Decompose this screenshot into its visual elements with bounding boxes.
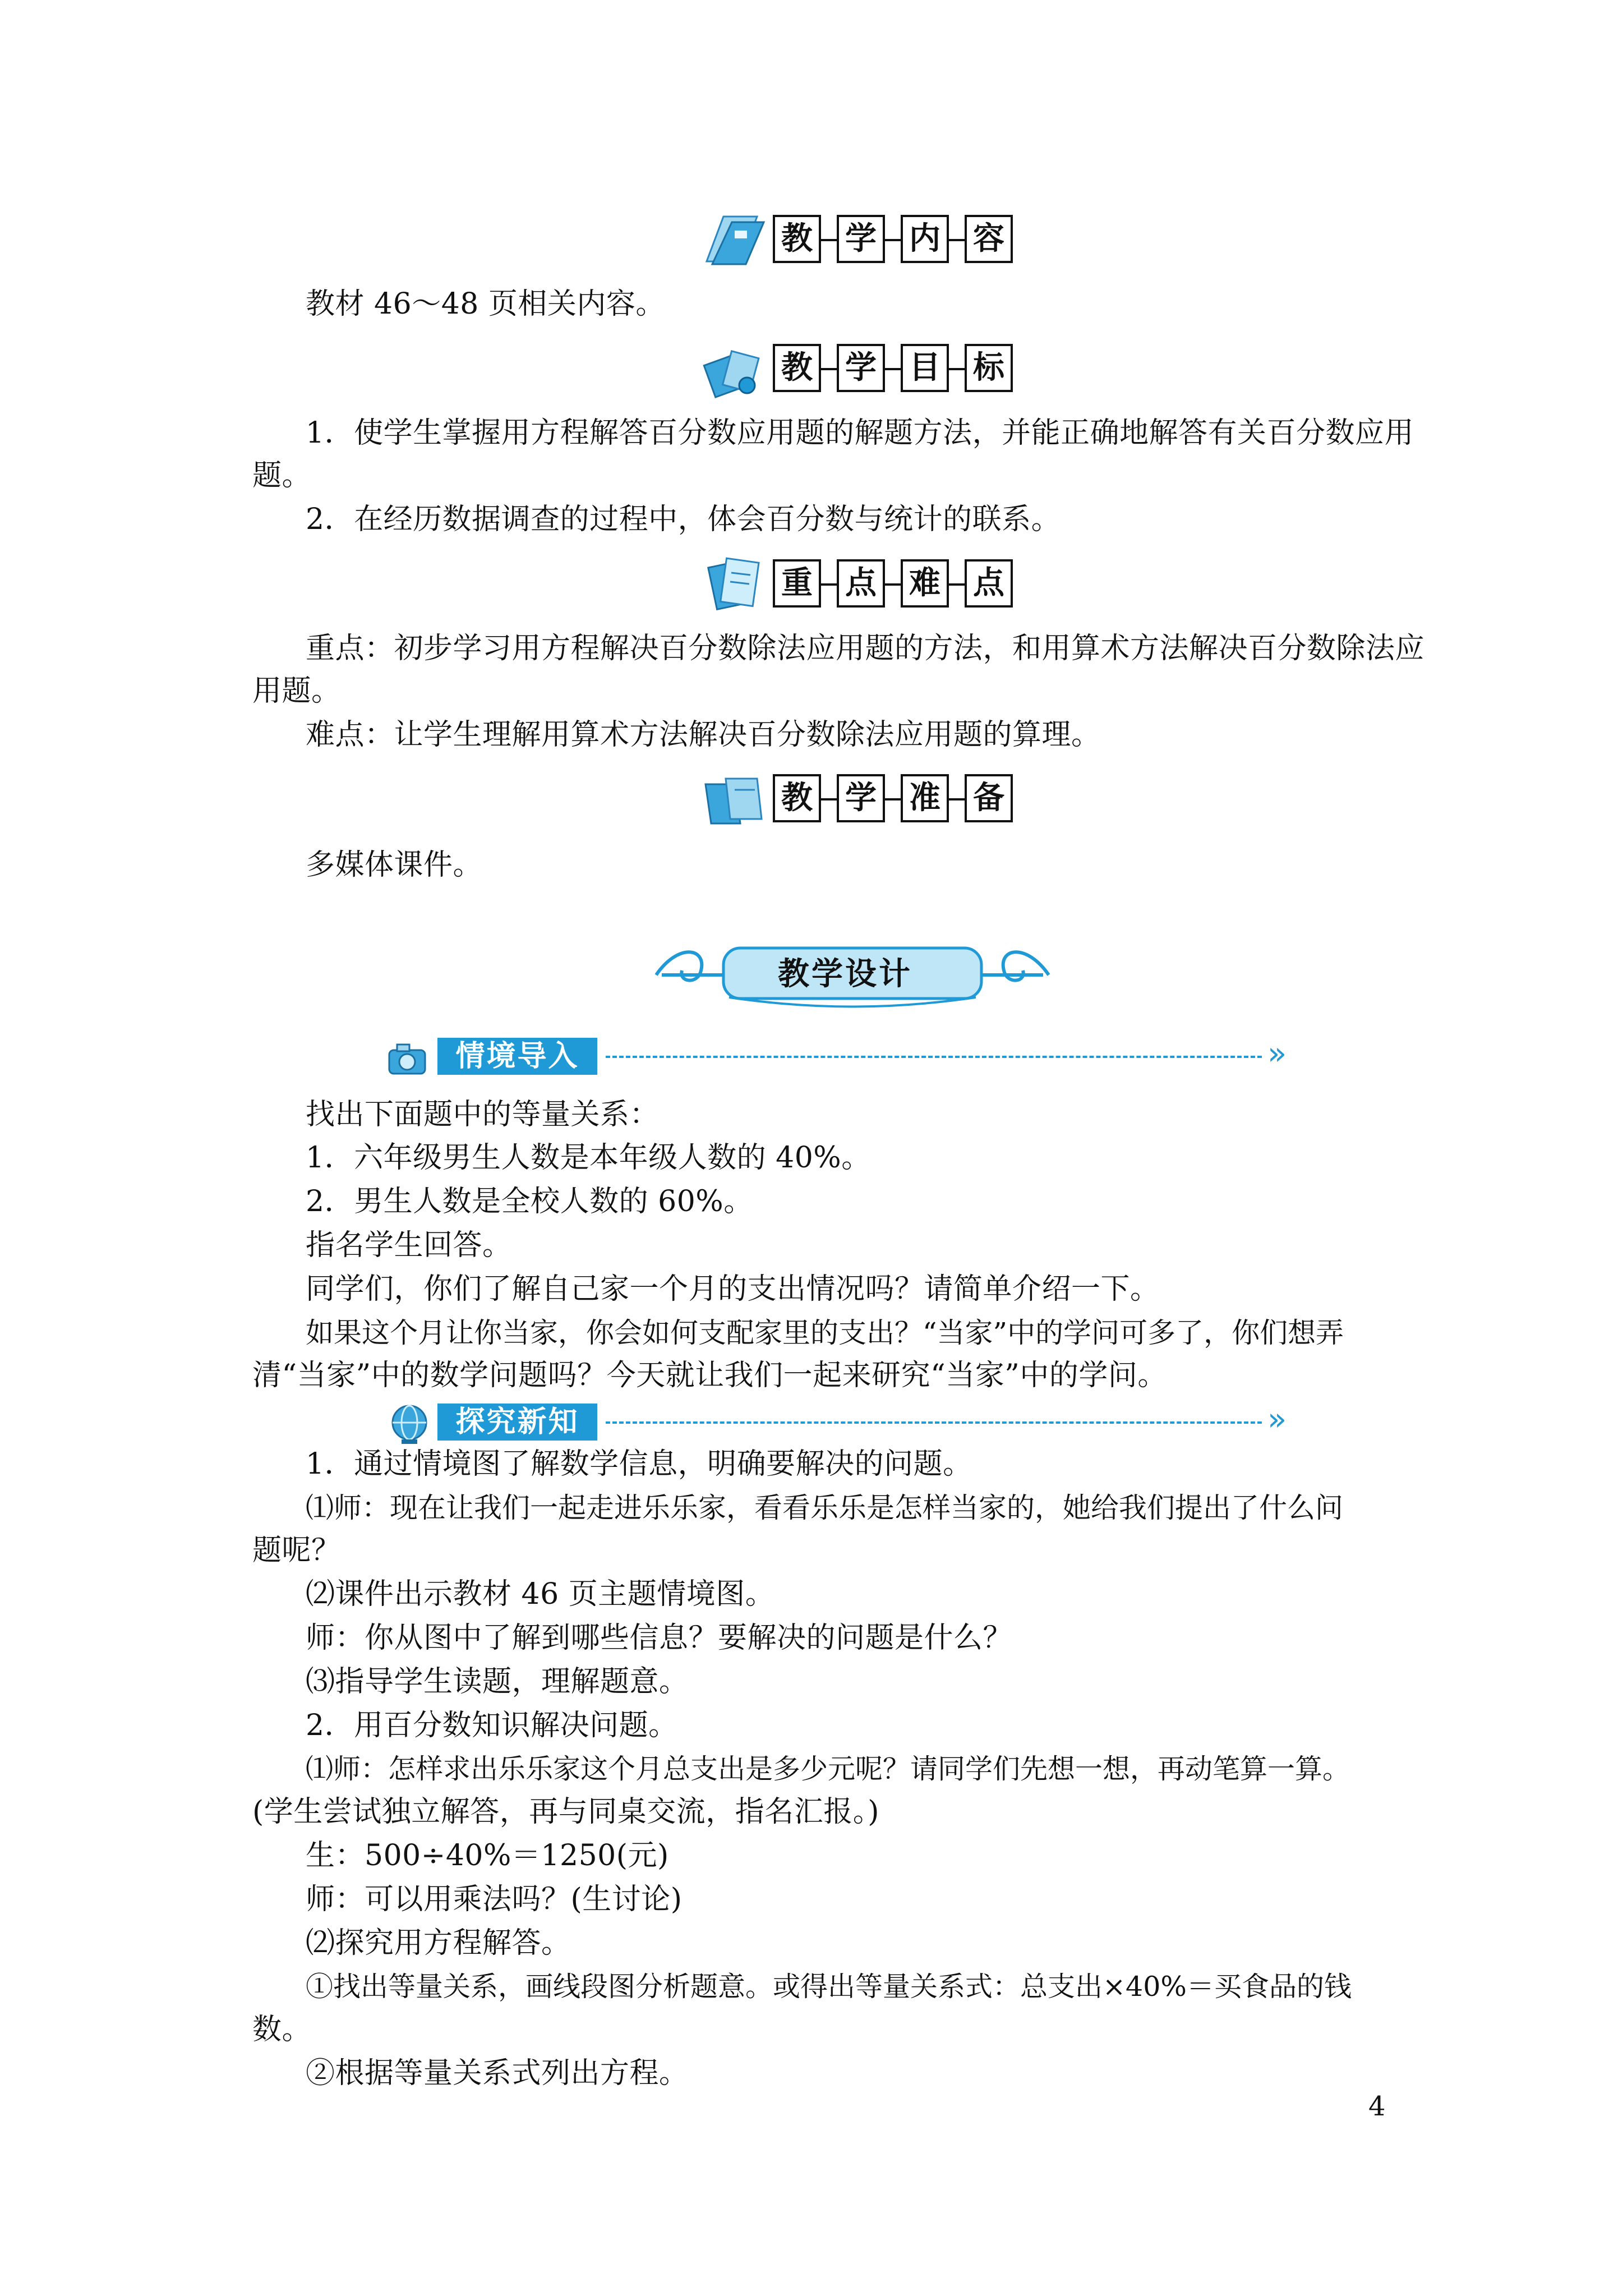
double-chevron-icon: » xyxy=(1267,1401,1287,1438)
intro-line: 如果这个月让你当家，你会如何支配家里的支出？“当家”中的学问可多了，你们想弄 xyxy=(306,1317,1344,1349)
explore-line: ⑵探究用方程解答。 xyxy=(306,1926,571,1960)
explore-line: 数。 xyxy=(252,2013,312,2046)
camera-icon xyxy=(381,1031,437,1082)
heading-char: 备 xyxy=(965,774,1013,822)
page-number: 4 xyxy=(1368,2091,1386,2122)
heading-char: 难 xyxy=(901,559,949,608)
intro-line: 找出下面题中的等量关系： xyxy=(306,1098,660,1131)
explore-line: ②根据等量关系式列出方程。 xyxy=(306,2056,689,2090)
explore-line: (学生尝试独立解答，再与同桌交流，指名汇报。) xyxy=(252,1795,880,1829)
heading-char: 教 xyxy=(773,215,821,263)
books-icon xyxy=(701,337,768,399)
key-point-line-1: 重点：初步学习用方程解决百分数除法应用题的方法，和用算术方法解决百分数除法应 xyxy=(306,632,1425,665)
explore-line: ①找出等量关系，画线段图分析题意。或得出等量关系式：总支出×40%＝买食品的钱 xyxy=(306,1971,1352,2003)
explore-line: ⑵课件出示教材 46 页主题情境图。 xyxy=(306,1577,775,1611)
folder-icon xyxy=(701,208,768,270)
intro-section-bar xyxy=(381,1031,1312,1082)
heading-char: 教 xyxy=(773,344,821,392)
heading-char: 重 xyxy=(773,559,821,608)
intro-line: 2．男生人数是全校人数的 60%。 xyxy=(306,1185,753,1218)
globe-icon xyxy=(381,1397,437,1447)
dashed-divider xyxy=(606,1056,1262,1058)
heading-char: 教 xyxy=(773,774,821,822)
explore-section-bar xyxy=(381,1397,1312,1447)
intro-line: 指名学生回答。 xyxy=(306,1228,512,1262)
heading-teaching-content xyxy=(701,212,1013,266)
teaching-design-title: 教学设计 xyxy=(778,956,912,992)
prep-text: 多媒体课件。 xyxy=(306,848,483,882)
key-point-line-2: 用题。 xyxy=(252,674,341,708)
heading-char: 学 xyxy=(837,344,885,392)
folders-icon xyxy=(701,767,768,829)
explore-line: 生：500÷40%＝1250(元) xyxy=(306,1839,669,1872)
heading-char: 学 xyxy=(837,215,885,263)
intro-line: 1．六年级男生人数是本年级人数的 40%。 xyxy=(306,1141,871,1175)
heading-char: 准 xyxy=(901,774,949,822)
goal-1-line-2: 题。 xyxy=(252,459,312,493)
explore-section-label: 探究新知 xyxy=(437,1404,597,1441)
explore-line: 1．通过情境图了解数学信息，明确要解决的问题。 xyxy=(306,1447,972,1481)
heading-key-points xyxy=(701,556,1013,610)
heading-char: 内 xyxy=(901,215,949,263)
explore-line: 2．用百分数知识解决问题。 xyxy=(306,1709,678,1742)
goal-2: 2．在经历数据调查的过程中，体会百分数与统计的联系。 xyxy=(306,503,1061,536)
intro-section-label: 情境导入 xyxy=(437,1038,597,1075)
document-icon xyxy=(701,553,768,614)
explore-line: 题呢？ xyxy=(252,1534,341,1567)
explore-line: 师：你从图中了解到哪些信息？要解决的问题是什么？ xyxy=(306,1621,1013,1655)
intro-line: 清“当家”中的数学问题吗？今天就让我们一起来研究“当家”中的学问。 xyxy=(252,1359,1167,1392)
heading-char: 目 xyxy=(901,344,949,392)
content-text: 教材 46～48 页相关内容。 xyxy=(306,287,665,321)
explore-line: 师：可以用乘法吗？(生讨论) xyxy=(306,1883,683,1916)
explore-line: ⑴师：现在让我们一起走进乐乐家，看看乐乐是怎样当家的，她给我们提出了什么问 xyxy=(306,1492,1343,1524)
heading-teaching-goals xyxy=(701,341,1013,395)
heading-char: 点 xyxy=(965,559,1013,608)
heading-char: 标 xyxy=(965,344,1013,392)
explore-line: ⑴师：怎样求出乐乐家这个月总支出是多少元呢？请同学们先想一想，再动笔算一算。 xyxy=(306,1753,1350,1785)
heading-char: 容 xyxy=(965,215,1013,263)
heading-char: 学 xyxy=(837,774,885,822)
difficult-point: 难点：让学生理解用算术方法解决百分数除法应用题的算理。 xyxy=(306,718,1101,752)
heading-teaching-prep xyxy=(701,771,1013,825)
dashed-divider xyxy=(606,1421,1262,1424)
intro-line: 同学们，你们了解自己家一个月的支出情况吗？请简单介绍一下。 xyxy=(306,1272,1160,1306)
double-chevron-icon: » xyxy=(1267,1036,1287,1072)
heading-char: 点 xyxy=(837,559,885,608)
goal-1-line-1: 1．使学生掌握用方程解答百分数应用题的解题方法，并能正确地解答有关百分数应用 xyxy=(306,416,1414,450)
explore-line: ⑶指导学生读题，理解题意。 xyxy=(306,1665,689,1699)
